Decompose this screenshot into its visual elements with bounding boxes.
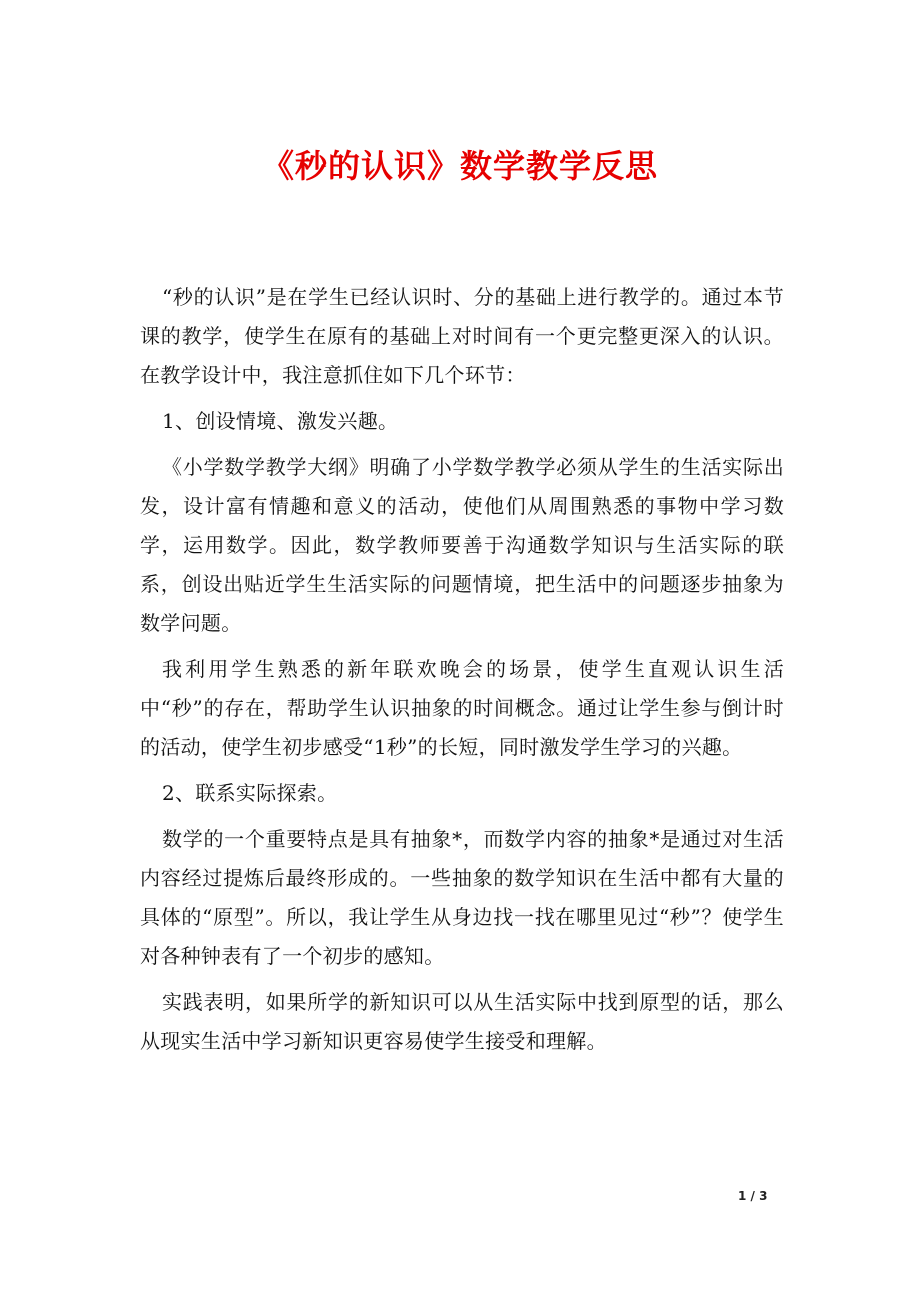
document-title: 《秒的认识》数学教学反思 bbox=[261, 147, 658, 185]
paragraph-intro: “秒的认识”是在学生已经认识时、分的基础上进行教学的。通过本节课的教学，使学生在原有的基础上对时间有一个更完整更深入的认识。在教学设计中，我注意抓住如下几个环节： bbox=[140, 285, 784, 387]
document-body bbox=[140, 278, 784, 1068]
paragraph-syllabus: 《小学数学教学大纲》明确了小学数学教学必须从学生的生活实际出发，设计富有情趣和意义的活动，使他们从周围熟悉的事物中学习数学，运用数学。因此，数学教师要善于沟通数学知识与生活实际的联系，创设出贴近学生生活实际的问题情境，把生活中的问题逐步抽象为数学问题。 bbox=[140, 455, 784, 635]
paragraph-practice: 实践表明，如果所学的新知识可以从生活实际中找到原型的话，那么从现实生活中学习新知识更容易使学生接受和理解。 bbox=[140, 990, 784, 1053]
paragraph-new-year-scene: 我利用学生熟悉的新年联欢晚会的场景，使学生直观认识生活中“秒”的存在，帮助学生认识抽象的时间概念。通过让学生参与倒计时的活动，使学生初步感受“1秒”的长短，同时激发学生学习的兴趣。 bbox=[140, 657, 784, 759]
page-number: 1 / 3 bbox=[738, 1189, 768, 1203]
paragraph-abstraction: 数学的一个重要特点是具有抽象*，而数学内容的抽象*是通过对生活内容经过提炼后最终形成的。一些抽象的数学知识在生活中都有大量的具体的“原型”。所以，我让学生从身边找一找在哪里见过“秒”？使学生对各种钟表有了一个初步的感知。 bbox=[140, 827, 784, 968]
section-heading-2: 2、联系实际探索。 bbox=[162, 781, 338, 805]
section-heading-1: 1、创设情境、激发兴趣。 bbox=[162, 409, 399, 433]
